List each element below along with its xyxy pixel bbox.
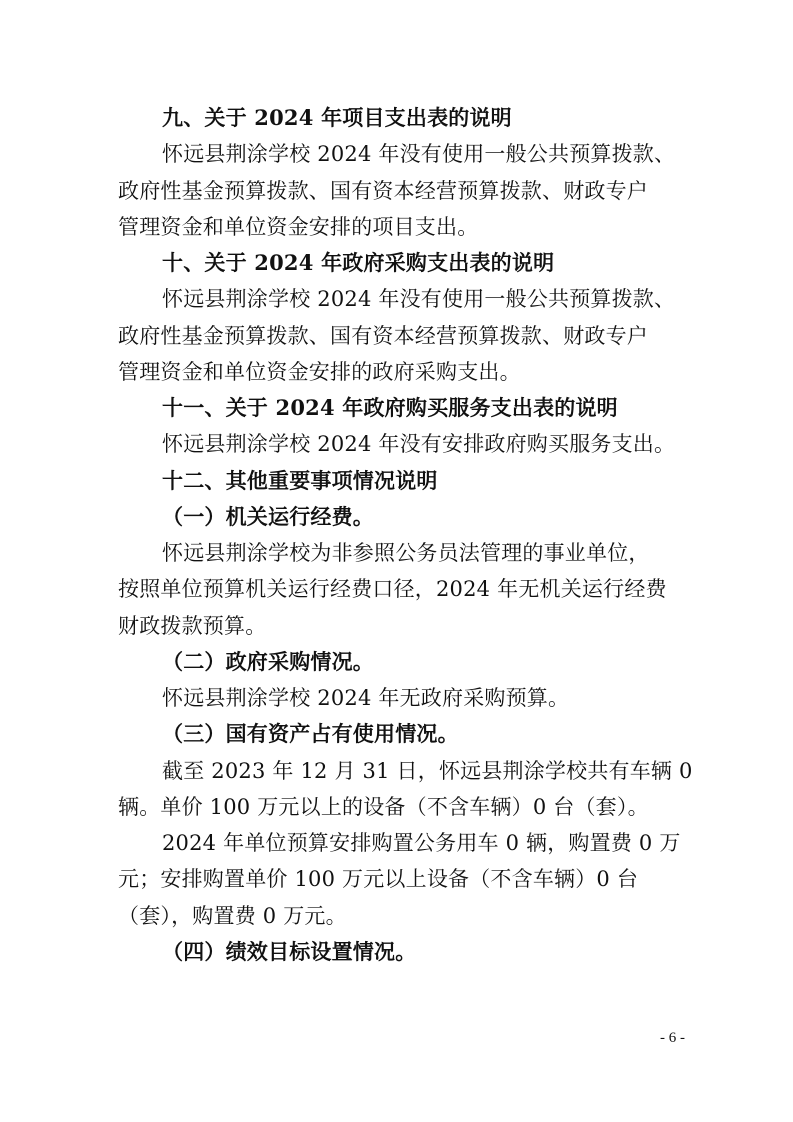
section-heading-12: 十二、其他重要事项情况说明 [162,467,438,493]
subsection-heading-4: （四）绩效目标设置情况。 [162,938,417,964]
section-heading-10: 十、关于 2024 年政府采购支出表的说明 [162,250,555,275]
paragraph-line: 怀远县荆涂学校 2024 年无政府采购预算。 [162,686,570,710]
paragraph-line: 怀远县荆涂学校为非参照公务员法管理的事业单位， [162,541,650,565]
subsection-heading-3: （三）国有资产占有使用情况。 [162,721,459,747]
paragraph-line: 截至 2023 年 12 月 31 日，怀远县荆涂学校共有车辆 0 [162,758,693,783]
paragraph-line: 怀远县荆涂学校 2024 年没有使用一般公共预算拨款、 [162,142,676,167]
paragraph-line: 财政拨款预算。 [118,613,267,638]
paragraph-line: 怀远县荆涂学校 2024 年没有使用一般公共预算拨款、 [162,287,676,312]
section-heading-9: 九、关于 2024 年项目支出表的说明 [162,105,512,130]
paragraph-line: 管理资金和单位资金安排的项目支出。 [118,214,479,239]
paragraph-line: （套），购置费 0 万元。 [118,903,347,928]
paragraph-line: 怀远县荆涂学校 2024 年没有安排政府购买服务支出。 [162,432,676,457]
paragraph-line: 辆。单价 100 万元以上的设备（不含车辆）0 台（套）。 [118,794,649,819]
document-body [118,100,693,970]
section-heading-11: 十一、关于 2024 年政府购买服务支出表的说明 [162,395,618,420]
paragraph-line: 政府性基金预算拨款、国有资本经营预算拨款、财政专户 [118,178,648,203]
subsection-heading-1: （一）机关运行经费。 [162,503,374,529]
paragraph-line: 政府性基金预算拨款、国有资本经营预算拨款、财政专户 [118,323,648,348]
paragraph-line: 元；安排购置单价 100 万元以上设备（不含车辆）0 台 [118,867,639,892]
paragraph-line: 按照单位预算机关运行经费口径，2024 年无机关运行经费 [118,577,667,602]
page-number: - 6 - [660,1030,685,1046]
paragraph-line: 2024 年单位预算安排购置公务用车 0 辆，购置费 0 万 [162,831,681,855]
paragraph-line: 管理资金和单位资金安排的政府采购支出。 [118,359,521,384]
subsection-heading-2: （二）政府采购情况。 [162,648,374,674]
